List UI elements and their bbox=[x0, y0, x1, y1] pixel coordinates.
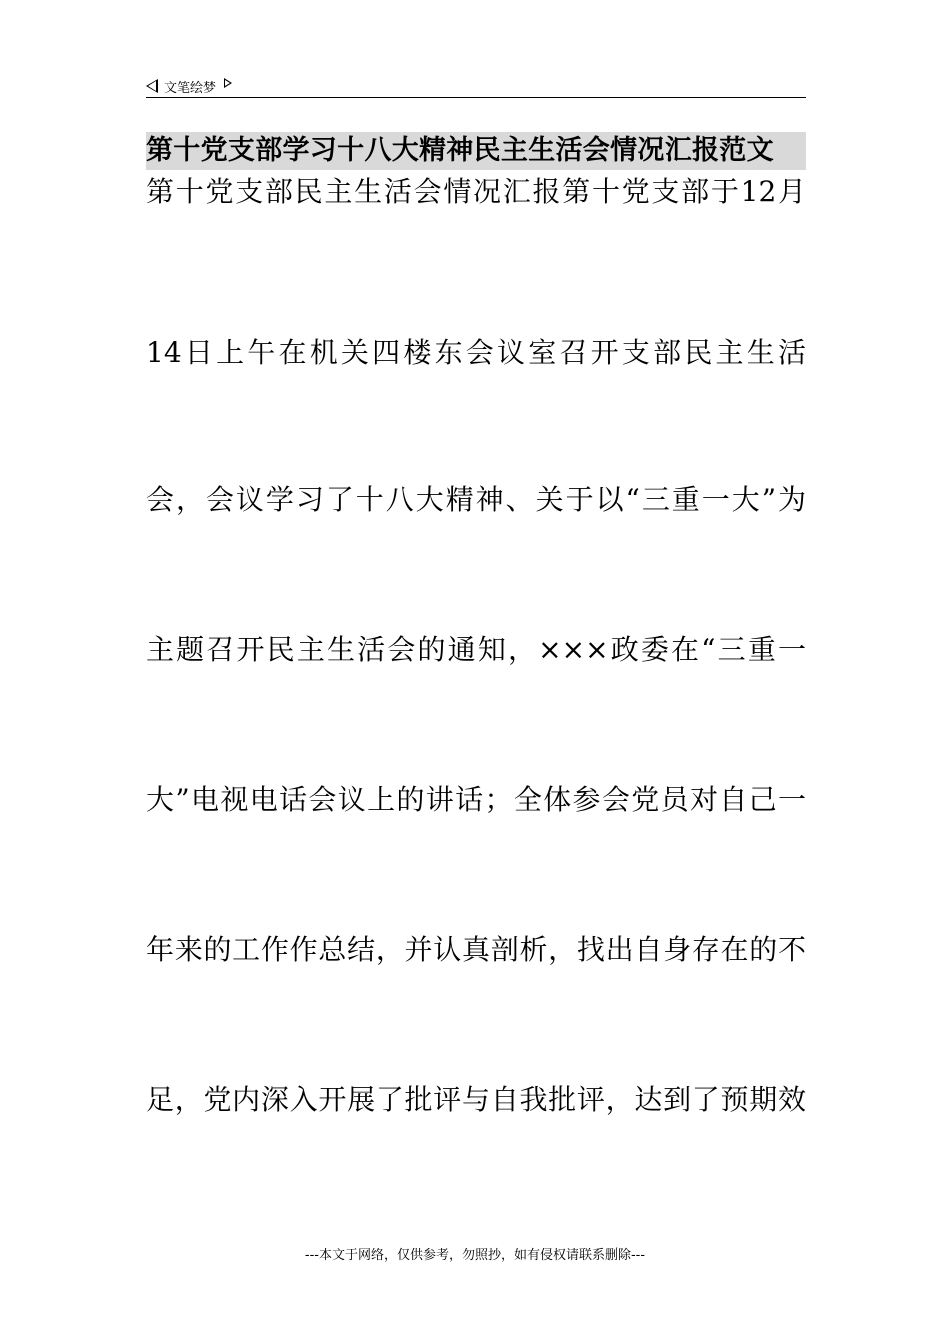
body-line: 14日上午在机关四楼东会议室召开支部民主生活 bbox=[146, 336, 806, 369]
header-divider bbox=[146, 97, 806, 98]
body-line: 年来的工作作总结，并认真剖析，找出自身存在的不 bbox=[146, 933, 806, 966]
triangle-left-icon bbox=[146, 79, 158, 93]
body-line: 第十党支部民主生活会情况汇报第十党支部于12月 bbox=[146, 175, 806, 208]
body-line: 会，会议学习了十八大精神、关于以“三重一大”为 bbox=[146, 483, 806, 516]
body-line: 足，党内深入开展了批评与自我批评，达到了预期效 bbox=[146, 1083, 806, 1116]
document-title: 第十党支部学习十八大精神民主生活会情况汇报范文 bbox=[146, 132, 806, 170]
page-header bbox=[146, 74, 806, 98]
triangle-right-icon bbox=[224, 78, 232, 88]
body-line: 大”电视电话会议上的讲话；全体参会党员对自己一 bbox=[146, 783, 806, 816]
footer-notice: ---本文于网络，仅供参考，勿照抄，如有侵权请联系删除--- bbox=[304, 1248, 646, 1263]
body-line: 主题召开民主生活会的通知，×××政委在“三重一 bbox=[146, 633, 806, 666]
header-brand: 文笔绘梦 bbox=[164, 80, 217, 96]
